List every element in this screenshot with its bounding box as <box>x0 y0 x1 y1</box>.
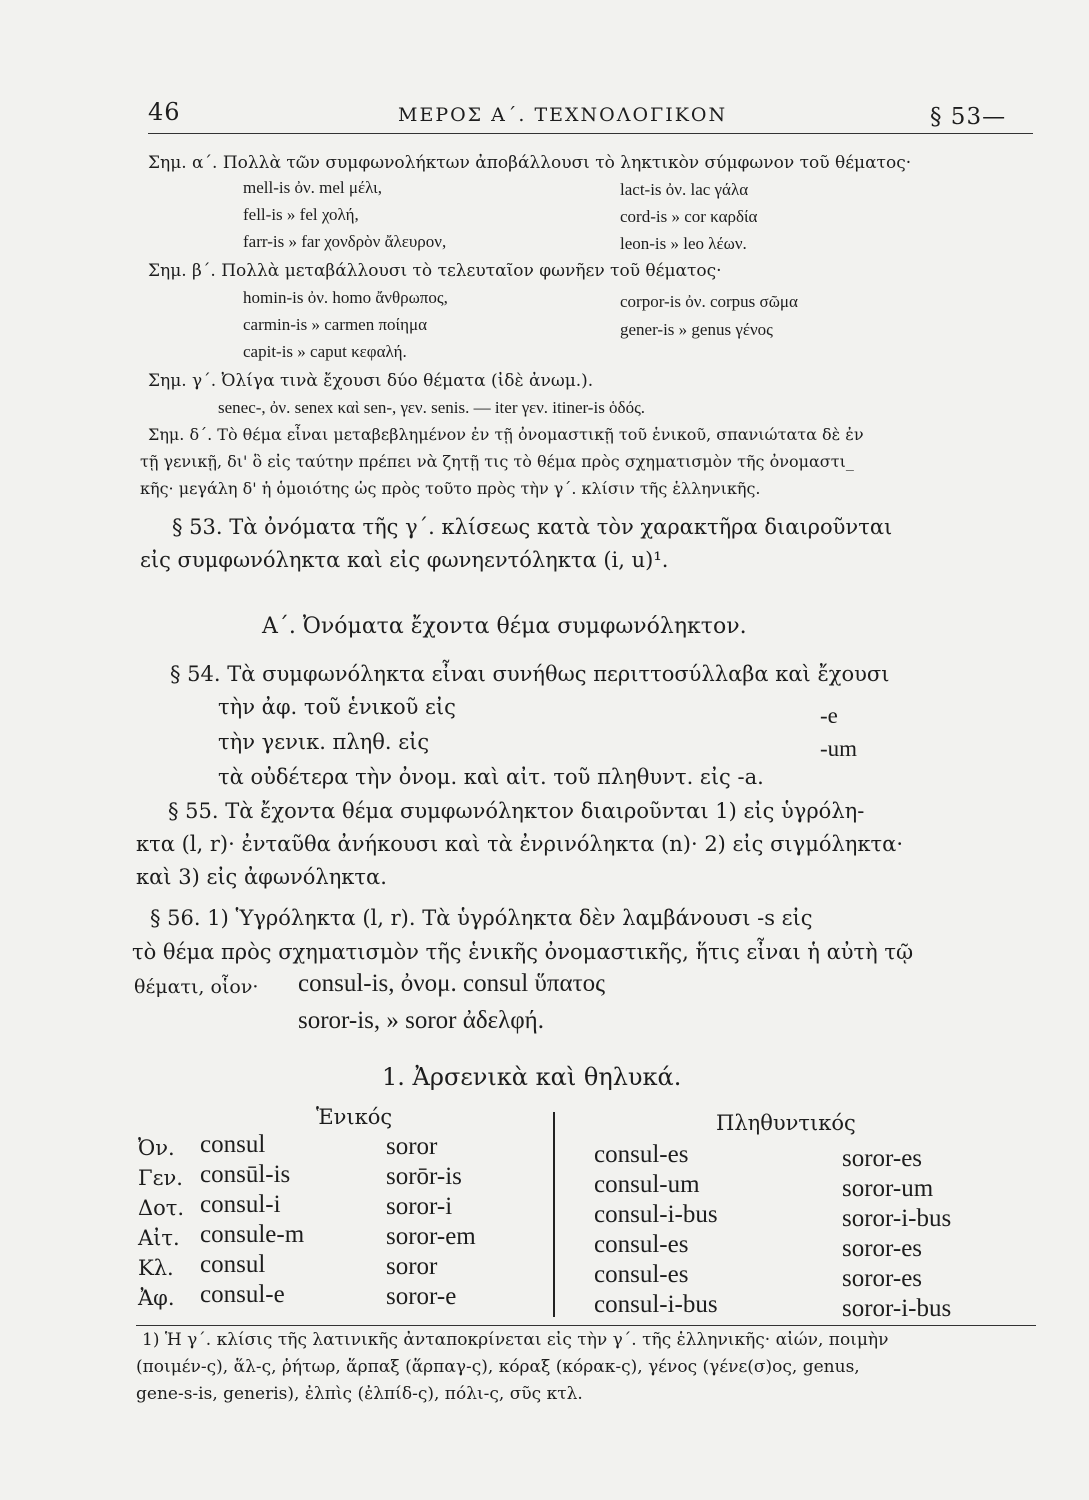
case-label: Γεν. <box>138 1166 183 1190</box>
paragraph-54-intro: § 54. Τὰ συμφωνόληκτα εἶναι συνήθως περιττοσύλλαβα καὶ ἔχουσι <box>170 662 890 686</box>
note-alpha-left-1: mell-is ὀν. mel μέλι, <box>243 178 383 197</box>
note-alpha-left-2: fell-is » fel χολή, <box>243 205 359 224</box>
plural-consul-form: consul-i-bus <box>594 1201 718 1228</box>
paragraph-55-line-3: καὶ 3) εἰς ἀφωνόληκτα. <box>136 865 387 889</box>
plural-soror-form: soror-es <box>842 1265 923 1292</box>
plural-consul-form: consul-es <box>594 1261 689 1288</box>
heading-consonant-stems: Α΄. Ὀνόματα ἔχοντα θέμα συμφωνόληκτον. <box>262 614 747 639</box>
note-beta-right-2: gener-is » genus γένος <box>620 320 773 339</box>
paragraph-54-row-1-label: τὴν ἀφ. τοῦ ἑνικοῦ εἰς <box>218 695 456 719</box>
paragraph-55-line-2: κτα (l, r)· ἐνταῦθα ἀνήκουσι καὶ τὰ ἐνρινόληκτα (n)· 2) εἰς σιγμόληκτα· <box>136 832 903 856</box>
plural-consul-form: consul-um <box>594 1171 700 1198</box>
footnote-line-2: (ποιμέν-ς), ἅλ-ς, ῥήτωρ, ἅρπαξ (ἅρπαγ-ς), κόραξ (κόρακ-ς), γένος (γένε(σ)ος, genus, <box>136 1357 860 1377</box>
singular-soror-form: soror <box>386 1253 438 1280</box>
note-alpha: Σημ. α΄. Πολλὰ τῶν συμφωνολήκτων ἀποβάλλουσι τὸ ληκτικὸν σύμφωνον τοῦ θέματος· <box>148 153 912 173</box>
paragraph-56-line-3: θέματι, οἷον· <box>134 976 259 998</box>
singular-label: Ἑνικός <box>316 1105 393 1129</box>
footnote-line-3: gene-s-is, generis), ἐλπὶς (ἐλπίδ-ς), πόλι-ς, σῦς κτλ. <box>136 1384 583 1404</box>
heading-masculine-feminine: 1. Ἀρσενικὰ καὶ θηλυκά. <box>382 1063 682 1091</box>
plural-consul-form: consul-i-bus <box>594 1291 718 1318</box>
case-label: Κλ. <box>138 1256 174 1280</box>
note-delta-line-1: Σημ. δ΄. Τὸ θέμα εἶναι μεταβεβλημένον ἐν τῇ ὀνομαστικῇ τοῦ ἑνικοῦ, σπανιώτατα δὲ ἐν <box>148 425 864 444</box>
singular-consul-form: consūl-is <box>200 1161 291 1188</box>
note-delta-line-3: κῆς· μεγάλη δ' ἡ ὁμοιότης ὡς πρὸς τοῦτο πρὸς τὴν γ΄. κλίσιν τῆς ἑλληνικῆς. <box>140 479 761 498</box>
paragraph-54-row-3-label: τὰ οὐδέτερα τὴν ὀνομ. καὶ αἰτ. τοῦ πληθυντ. εἰς -a. <box>218 765 764 789</box>
singular-soror-form: soror <box>386 1133 438 1160</box>
singular-soror-form: sorōr-is <box>386 1163 462 1190</box>
case-label: Αἰτ. <box>138 1226 180 1250</box>
note-beta-left-1: homin-is ὀν. homo ἄνθρωπος, <box>243 288 448 307</box>
note-beta-left-2: carmin-is » carmen ποίημα <box>243 315 428 334</box>
singular-consul-form: consul <box>200 1251 266 1278</box>
paragraph-53-line-2: εἰς συμφωνόληκτα καὶ εἰς φωνηεντόληκτα (i, u)¹. <box>140 548 669 572</box>
singular-consul-form: consul-e <box>200 1281 285 1308</box>
note-beta-left-3: capit-is » caput κεφαλή. <box>243 342 407 361</box>
singular-soror-form: soror-e <box>386 1283 457 1310</box>
plural-soror-form: soror-i-bus <box>842 1295 952 1322</box>
singular-consul-form: consul-i <box>200 1191 281 1218</box>
singular-consul-form: consul <box>200 1131 266 1158</box>
paragraph-56-line-1: § 56. 1) Ὑγρόληκτα (l, r). Τὰ ὑγρόληκτα δὲν λαμβάνουσι -s εἰς <box>150 906 813 930</box>
note-alpha-right-1: lact-is ὀν. lac γάλα <box>620 180 749 199</box>
case-label: Δοτ. <box>138 1196 185 1220</box>
note-alpha-right-2: cord-is » cor καρδία <box>620 207 758 226</box>
paragraph-56-line-2: τὸ θέμα πρὸς σχηματισμὸν τῆς ἑνικῆς ὀνομαστικῆς, ἥτις εἶναι ἡ αὐτὴ τῷ <box>132 940 914 964</box>
singular-soror-form: soror-i <box>386 1193 453 1220</box>
paragraph-55-line-1: § 55. Τὰ ἔχοντα θέμα συμφωνόληκτον διαιροῦνται 1) εἰς ὑγρόλη- <box>168 799 865 823</box>
note-gamma: Σημ. γ΄. Ὀλίγα τινὰ ἔχουσι δύο θέματα (ἰδὲ ἀνωμ.). <box>148 371 594 391</box>
plural-consul-form: consul-es <box>594 1141 689 1168</box>
plural-soror-form: soror-es <box>842 1235 923 1262</box>
case-label: Ἀφ. <box>138 1286 175 1310</box>
page-number: 46 <box>148 98 181 126</box>
singular-consul-form: consule-m <box>200 1221 305 1248</box>
plural-label: Πληθυντικός <box>716 1111 856 1135</box>
note-alpha-right-3: leon-is » leo λέων. <box>620 234 747 253</box>
paragraph-53-line-1: § 53. Τὰ ὀνόματα τῆς γ΄. κλίσεως κατὰ τὸν χαρακτῆρα διαιροῦνται <box>172 515 893 539</box>
plural-soror-form: soror-um <box>842 1175 934 1202</box>
paragraph-54-row-1-ending: -e <box>820 703 838 728</box>
plural-soror-form: soror-es <box>842 1145 923 1172</box>
paragraph-56-example-1: consul-is, ὀνομ. consul ὕπατος <box>298 970 606 997</box>
footnote-line-1: 1) Ἡ γ΄. κλίσις τῆς λατινικῆς ἀνταποκρίνεται εἰς τὴν γ΄. τῆς ἑλληνικῆς· αἰών, ποιμὴν <box>142 1330 889 1350</box>
paragraph-56-example-2: soror-is, » soror ἀδελφή. <box>298 1007 545 1034</box>
singular-soror-form: soror-em <box>386 1223 476 1250</box>
case-label: Ὀν. <box>138 1136 175 1160</box>
paragraph-54-row-2-ending: -um <box>820 736 858 761</box>
paragraph-54-row-2-label: τὴν γενικ. πληθ. εἰς <box>218 730 430 754</box>
header-rule <box>148 133 1033 134</box>
note-beta-right-1: corpor-is ὀν. corpus σῶμα <box>620 292 798 311</box>
section-marker: § 53— <box>930 104 1007 130</box>
note-alpha-left-3: farr-is » far χονδρὸν ἄλευρον, <box>243 232 447 251</box>
footnote-rule <box>136 1325 1036 1326</box>
plural-consul-form: consul-es <box>594 1231 689 1258</box>
table-divider <box>553 1112 555 1317</box>
note-delta-line-2: τῇ γενικῇ, δι' ὃ εἰς ταύτην πρέπει νὰ ζητῇ τις τὸ θέμα πρὸς σχηματισμὸν τῆς ὀνομαστι_ <box>140 452 854 471</box>
running-title: ΜΕΡΟΣ Α΄. ΤΕΧΝΟΛΟΓΙΚΟΝ <box>398 104 728 126</box>
note-beta: Σημ. β΄. Πολλὰ μεταβάλλουσι τὸ τελευταῖον φωνῆεν τοῦ θέματος· <box>148 261 722 281</box>
note-gamma-example: senec-, ὀν. senex καὶ sen-, γεν. senis. — iter γεν. itiner-is ὁδός. <box>218 398 646 417</box>
plural-soror-form: soror-i-bus <box>842 1205 952 1232</box>
